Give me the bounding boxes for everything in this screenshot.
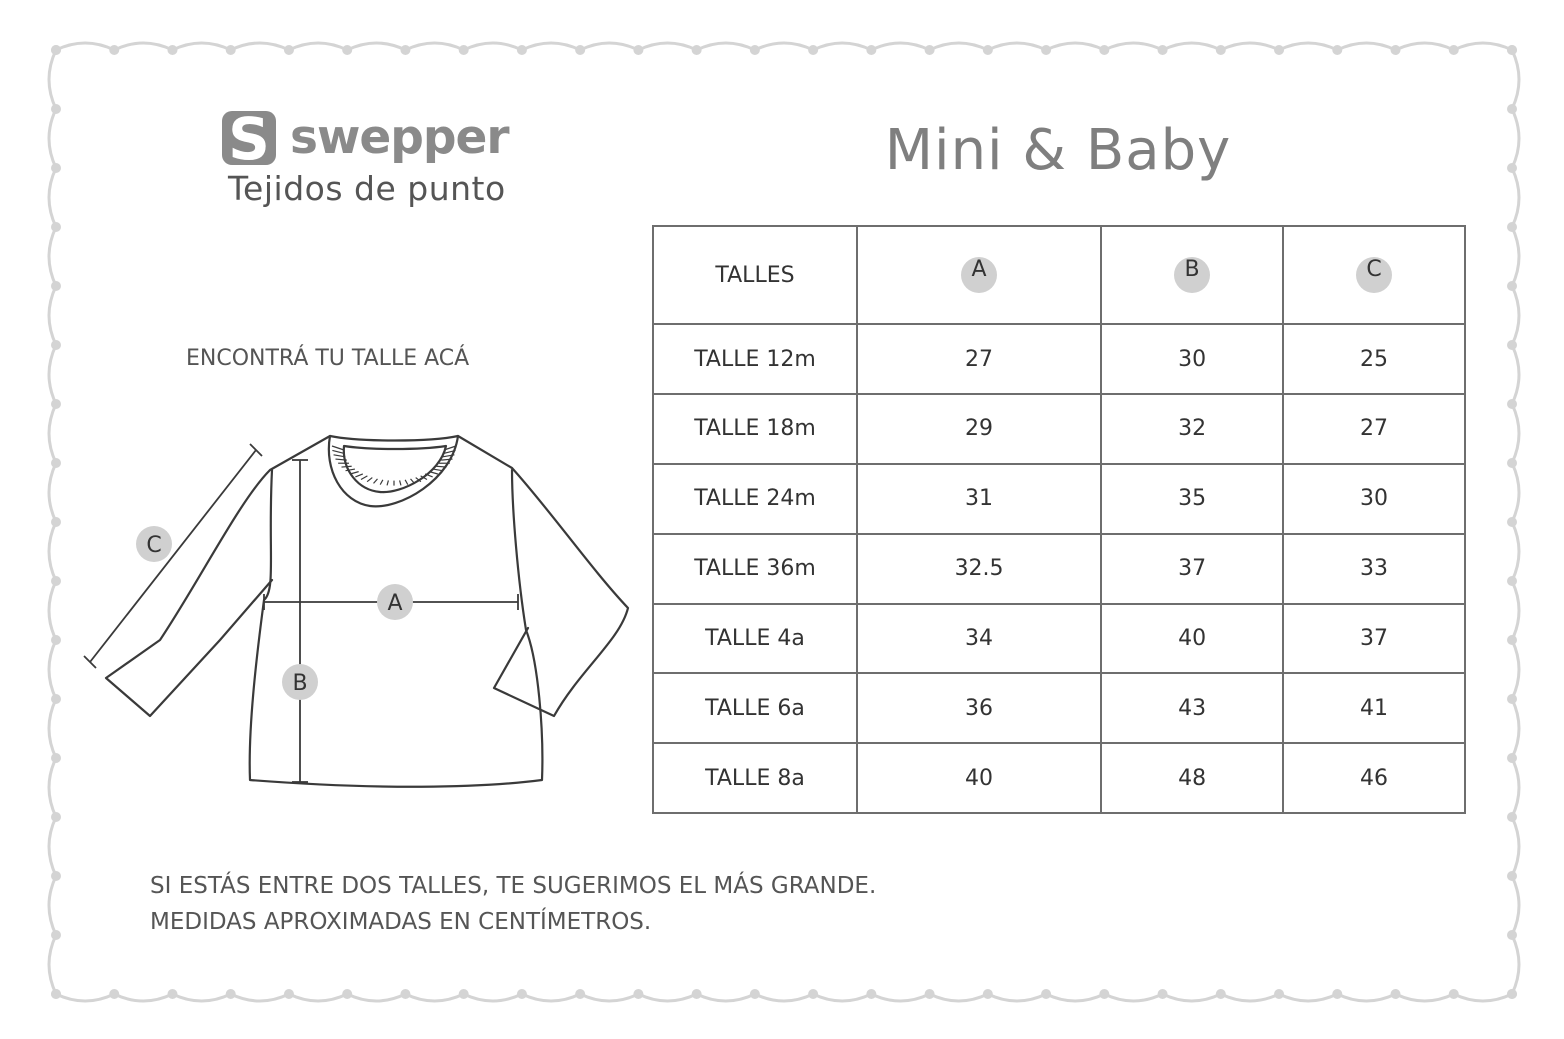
frame-dot	[1507, 694, 1517, 704]
row-b: 48	[1101, 743, 1283, 813]
frame-dot	[284, 45, 294, 55]
frame-dot	[459, 45, 469, 55]
neck-rib-line	[361, 476, 367, 480]
table-row	[653, 604, 1465, 674]
frame-dot	[1507, 163, 1517, 173]
brand-logo-letter: S	[228, 110, 270, 165]
table-row	[653, 673, 1465, 743]
frame-dot	[1507, 930, 1517, 940]
frame-dot	[51, 576, 61, 586]
frame-dot	[633, 989, 643, 999]
label-b: B	[292, 671, 308, 696]
neck-rib-line	[411, 479, 415, 483]
row-c: 37	[1283, 604, 1465, 674]
find-size-label: ENCONTRÁ TU TALLE ACÁ	[186, 346, 470, 371]
frame-dot	[1507, 576, 1517, 586]
table-row	[653, 464, 1465, 534]
table-row	[653, 324, 1465, 394]
frame-dot	[983, 45, 993, 55]
neck-rib-line	[355, 474, 362, 477]
frame-dot	[342, 45, 352, 55]
neck-rib-line	[332, 450, 344, 453]
label-c-marker	[136, 526, 172, 562]
row-c: 27	[1283, 394, 1465, 464]
frame-dot	[167, 45, 177, 55]
neck-rib-line	[350, 472, 358, 474]
note-line: SI ESTÁS ENTRE DOS TALLES, TE SUGERIMOS EL MÁS GRANDE.	[150, 873, 877, 899]
row-c: 25	[1283, 324, 1465, 394]
neck-rib-line	[380, 480, 383, 485]
sweater-neckline-inner	[344, 446, 446, 492]
frame-dot	[1507, 340, 1517, 350]
row-size: TALLE 8a	[653, 743, 857, 813]
header-c	[1283, 226, 1465, 324]
table-row	[653, 534, 1465, 604]
frame-dot	[1507, 517, 1517, 527]
neck-rib-line	[387, 480, 388, 485]
neck-rib-line	[332, 446, 344, 450]
frame-dot	[51, 340, 61, 350]
brand-block	[222, 110, 542, 208]
frame-dot	[109, 45, 119, 55]
frame-dot	[750, 45, 760, 55]
brand-name: swepper	[290, 110, 509, 165]
frame-dot	[1507, 281, 1517, 291]
frame-dot	[575, 989, 585, 999]
row-b: 35	[1101, 464, 1283, 534]
frame-dot	[1332, 989, 1342, 999]
frame-dot	[925, 989, 935, 999]
neck-rib-line	[367, 478, 372, 482]
sweater-body	[250, 470, 543, 787]
frame-dot	[1332, 45, 1342, 55]
frame-dot	[750, 989, 760, 999]
frame-dot	[866, 989, 876, 999]
sweater-diagram	[80, 430, 640, 800]
header-c-badge: C	[1356, 257, 1392, 293]
frame-dot	[1507, 871, 1517, 881]
header-a-badge: A	[961, 257, 997, 293]
frame-dot	[1391, 45, 1401, 55]
frame-dot	[342, 989, 352, 999]
row-a: 36	[857, 673, 1101, 743]
row-a: 31	[857, 464, 1101, 534]
frame-dot	[575, 45, 585, 55]
frame-dot	[51, 694, 61, 704]
row-c: 46	[1283, 743, 1465, 813]
frame-dot	[1507, 222, 1517, 232]
row-a: 34	[857, 604, 1101, 674]
frame-dot	[1507, 45, 1517, 55]
frame-dot	[1507, 458, 1517, 468]
frame-dot	[1158, 989, 1168, 999]
frame-dot	[692, 45, 702, 55]
frame-dot	[1274, 45, 1284, 55]
frame-dot	[51, 222, 61, 232]
frame-dot	[1099, 989, 1109, 999]
frame-dot	[51, 635, 61, 645]
frame-dot	[517, 45, 527, 55]
row-b: 32	[1101, 394, 1283, 464]
frame-dot	[633, 45, 643, 55]
row-size: TALLE 4a	[653, 604, 857, 674]
row-b: 30	[1101, 324, 1283, 394]
row-a: 27	[857, 324, 1101, 394]
table-row	[653, 743, 1465, 813]
frame-dot	[51, 871, 61, 881]
row-b: 43	[1101, 673, 1283, 743]
frame-dot	[51, 930, 61, 940]
frame-dot	[1158, 45, 1168, 55]
row-size: TALLE 12m	[653, 324, 857, 394]
header-talles: TALLES	[653, 226, 857, 324]
frame-dot	[51, 281, 61, 291]
label-a-marker	[377, 584, 413, 620]
size-table	[652, 225, 1466, 814]
header-b	[1101, 226, 1283, 324]
row-size: TALLE 24m	[653, 464, 857, 534]
frame-dot	[1041, 989, 1051, 999]
frame-dot	[517, 989, 527, 999]
frame-dot	[866, 45, 876, 55]
row-b: 40	[1101, 604, 1283, 674]
label-c: C	[146, 533, 162, 558]
frame-dot	[109, 989, 119, 999]
frame-dot	[1507, 812, 1517, 822]
neck-rib-line	[433, 469, 442, 471]
row-a: 32.5	[857, 534, 1101, 604]
row-size: TALLE 36m	[653, 534, 857, 604]
frame-dot	[51, 517, 61, 527]
row-c: 30	[1283, 464, 1465, 534]
neck-rib-line	[400, 480, 401, 485]
frame-dot	[284, 989, 294, 999]
row-c: 33	[1283, 534, 1465, 604]
table-row	[653, 394, 1465, 464]
frame-dot	[1507, 989, 1517, 999]
label-b-marker	[282, 664, 318, 700]
frame-dot	[51, 104, 61, 114]
size-notes	[150, 868, 876, 940]
row-c: 41	[1283, 673, 1465, 743]
frame-dot	[51, 399, 61, 409]
frame-dot	[1391, 989, 1401, 999]
row-a: 29	[857, 394, 1101, 464]
frame-dot	[1099, 45, 1109, 55]
frame-scallop-edge	[56, 43, 1512, 50]
page-title: Mini & Baby	[884, 118, 1232, 183]
frame-dot	[51, 458, 61, 468]
row-size: TALLE 6a	[653, 673, 857, 743]
frame-dot	[51, 753, 61, 763]
frame-dot	[51, 163, 61, 173]
frame-scallop-edge	[56, 994, 1512, 1001]
frame-dot	[1507, 635, 1517, 645]
neck-rib-line	[436, 466, 446, 467]
neck-rib-line	[374, 479, 378, 483]
sweater-right-sleeve	[458, 436, 628, 716]
frame-dot	[51, 45, 61, 55]
frame-dot	[925, 45, 935, 55]
frame-dot	[1507, 399, 1517, 409]
row-b: 37	[1101, 534, 1283, 604]
frame-dot	[1274, 989, 1284, 999]
frame-dot	[692, 989, 702, 999]
measure-line-c	[90, 450, 256, 662]
frame-dot	[808, 989, 818, 999]
frame-dot	[400, 45, 410, 55]
frame-dot	[1449, 45, 1459, 55]
frame-dot	[1216, 45, 1226, 55]
frame-dot	[226, 45, 236, 55]
brand-logo-icon	[222, 111, 276, 165]
label-a: A	[387, 591, 403, 616]
header-a	[857, 226, 1101, 324]
frame-dot	[226, 989, 236, 999]
frame-dot	[51, 989, 61, 999]
frame-dot	[1041, 45, 1051, 55]
frame-dot	[808, 45, 818, 55]
row-a: 40	[857, 743, 1101, 813]
frame-dot	[1216, 989, 1226, 999]
header-b-badge: B	[1174, 257, 1210, 293]
frame-dot	[459, 989, 469, 999]
neck-rib-line	[405, 480, 408, 485]
frame-dot	[1507, 104, 1517, 114]
neck-rib-line	[342, 466, 352, 467]
brand-subtitle: Tejidos de punto	[228, 169, 506, 208]
note-line: MEDIDAS APROXIMADAS EN CENTÍMETROS.	[150, 909, 652, 935]
row-size: TALLE 18m	[653, 394, 857, 464]
frame-dot	[51, 812, 61, 822]
frame-dot	[1449, 989, 1459, 999]
frame-dot	[1507, 753, 1517, 763]
frame-dot	[167, 989, 177, 999]
frame-dot	[983, 989, 993, 999]
frame-dot	[400, 989, 410, 999]
table-header-row	[653, 226, 1465, 324]
